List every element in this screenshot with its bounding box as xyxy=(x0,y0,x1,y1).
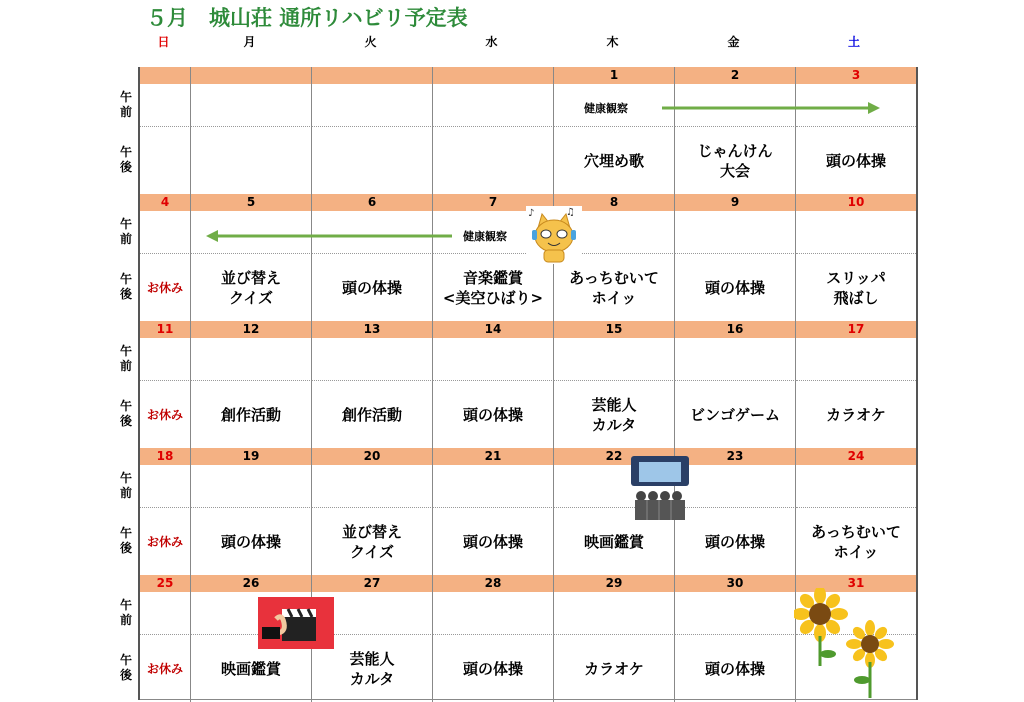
am-cell xyxy=(312,84,433,127)
am-cell xyxy=(433,84,554,127)
date-cell: 27 xyxy=(312,575,433,592)
date-cell: 13 xyxy=(312,321,433,338)
pm-activity: スリッパ 飛ばし xyxy=(826,268,886,307)
am-cell xyxy=(140,592,191,635)
pm-label: 午 後 xyxy=(119,145,132,174)
date-cell: 22 xyxy=(554,448,675,465)
date-cell: 14 xyxy=(433,321,554,338)
pm-activity: お休み xyxy=(140,254,191,321)
weekday-2: 火 xyxy=(364,35,377,49)
left-arrow-icon xyxy=(204,228,454,244)
pm-activity: 頭の体操 xyxy=(433,508,554,575)
pm-activity: 並び替え クイズ xyxy=(312,508,433,575)
date-cell: 4 xyxy=(140,194,191,211)
date-cell: 19 xyxy=(191,448,312,465)
date-cell: 16 xyxy=(675,321,796,338)
pm-label: 午 後 xyxy=(119,526,132,555)
pm-activity: お休み xyxy=(140,635,191,702)
pm-activity xyxy=(191,127,312,194)
date-cell: 3 xyxy=(796,67,916,84)
am-cell xyxy=(796,338,916,381)
date-cell: 31 xyxy=(796,575,916,592)
am-cell xyxy=(191,338,312,381)
date-cell: 1 xyxy=(554,67,675,84)
pm-activity: 芸能人 カルタ xyxy=(554,381,675,448)
date-cell: 9 xyxy=(675,194,796,211)
pm-activity: あっちむいて ホイッ xyxy=(554,254,675,321)
am-cell xyxy=(675,465,796,508)
am-cell xyxy=(140,465,191,508)
pm-activity: 頭の体操 xyxy=(825,151,886,170)
pm-activity: じゃんけん 大会 xyxy=(675,127,796,194)
weekday-4: 木 xyxy=(606,35,619,49)
pm-activity: カラオケ xyxy=(826,405,886,424)
date-cell: 29 xyxy=(554,575,675,592)
weekday-0: 日 xyxy=(157,35,170,49)
date-cell: 24 xyxy=(796,448,916,465)
date-cell: 10 xyxy=(796,194,916,211)
date-cell: 15 xyxy=(554,321,675,338)
date-cell: 23 xyxy=(675,448,796,465)
pm-activity: 創作活動 xyxy=(312,381,433,448)
date-cell xyxy=(312,67,433,84)
date-cell: 2 xyxy=(675,67,796,84)
date-cell: 18 xyxy=(140,448,191,465)
date-cell: 20 xyxy=(312,448,433,465)
pm-activity: 頭の体操 xyxy=(675,508,796,575)
clapperboard-icon xyxy=(258,597,334,649)
pm-label: 午 後 xyxy=(119,653,132,682)
am-label: 午 前 xyxy=(119,217,132,246)
right-arrow-icon xyxy=(660,100,882,116)
pm-activity: 頭の体操 xyxy=(433,635,554,702)
am-cell xyxy=(140,211,191,254)
am-cell xyxy=(312,465,433,508)
pm-label: 午 後 xyxy=(119,272,132,301)
pm-activity: ビンゴゲーム xyxy=(675,381,796,448)
am-label: 午 前 xyxy=(119,471,132,500)
weekday-5: 金 xyxy=(727,35,740,49)
weekday-header xyxy=(138,33,914,51)
date-cell xyxy=(433,67,554,84)
weekday-3: 水 xyxy=(485,35,498,49)
am-label: 午 前 xyxy=(119,344,132,373)
date-cell: 8 xyxy=(554,194,675,211)
am-cell xyxy=(191,465,312,508)
pm-activity xyxy=(433,127,554,194)
date-cell: 7 xyxy=(433,194,554,211)
sunflower-icon xyxy=(794,588,894,700)
pm-activity xyxy=(312,127,433,194)
pm-activity: 頭の体操 xyxy=(433,381,554,448)
health-check-label-2: 健康観察 xyxy=(463,230,507,243)
am-cell xyxy=(433,592,554,635)
date-cell: 12 xyxy=(191,321,312,338)
am-cell xyxy=(191,84,312,127)
page-title: ５月 城山荘 通所リハビリ予定表 xyxy=(146,6,468,30)
am-label: 午 前 xyxy=(119,598,132,627)
pm-activity xyxy=(140,127,191,194)
date-cell: 17 xyxy=(796,321,916,338)
pm-activity: お休み xyxy=(140,381,191,448)
pm-activity: 音楽鑑賞 <美空ひばり> xyxy=(433,254,554,321)
date-cell: 5 xyxy=(191,194,312,211)
svg-text:♪: ♪ xyxy=(528,208,535,219)
weekday-6: 土 xyxy=(847,35,860,49)
date-cell: 25 xyxy=(140,575,191,592)
date-cell xyxy=(140,67,191,84)
pm-activity: 穴埋め歌 xyxy=(554,127,675,194)
pm-activity: お休み xyxy=(140,508,191,575)
pm-activity: 頭の体操 xyxy=(191,508,312,575)
am-cell xyxy=(796,465,916,508)
am-cell xyxy=(796,211,916,254)
pm-activity: 並び替え クイズ xyxy=(191,254,312,321)
pm-activity: 頭の体操 xyxy=(675,254,796,321)
svg-text:♫: ♫ xyxy=(566,207,575,218)
am-cell xyxy=(675,592,796,635)
am-cell xyxy=(433,465,554,508)
pm-activity: あっちむいて ホイッ xyxy=(811,522,901,561)
am-cell xyxy=(140,84,191,127)
date-cell: 26 xyxy=(191,575,312,592)
pm-activity: カラオケ xyxy=(554,635,675,702)
weekday-1: 月 xyxy=(243,35,256,49)
am-cell xyxy=(433,338,554,381)
pm-activity: 映画鑑賞 xyxy=(554,508,675,575)
health-check-label-1: 健康観察 xyxy=(584,102,628,115)
pm-activity: 芸能人 カルタ xyxy=(312,635,433,702)
am-label: 午 前 xyxy=(119,90,132,119)
date-cell: 30 xyxy=(675,575,796,592)
pm-activity: 頭の体操 xyxy=(675,635,796,702)
am-cell xyxy=(675,338,796,381)
am-cell xyxy=(312,338,433,381)
am-cell xyxy=(554,592,675,635)
am-cell xyxy=(675,211,796,254)
am-cell xyxy=(140,338,191,381)
date-cell xyxy=(191,67,312,84)
pm-activity: 頭の体操 xyxy=(312,254,433,321)
pm-activity: 創作活動 xyxy=(191,381,312,448)
date-cell: 28 xyxy=(433,575,554,592)
date-cell: 11 xyxy=(140,321,191,338)
pm-activity: 映画鑑賞 xyxy=(191,635,312,702)
date-cell: 6 xyxy=(312,194,433,211)
pm-label: 午 後 xyxy=(119,399,132,428)
music-cat-icon xyxy=(526,206,582,264)
date-cell: 21 xyxy=(433,448,554,465)
cinema-audience-icon xyxy=(631,456,689,522)
am-cell xyxy=(554,338,675,381)
